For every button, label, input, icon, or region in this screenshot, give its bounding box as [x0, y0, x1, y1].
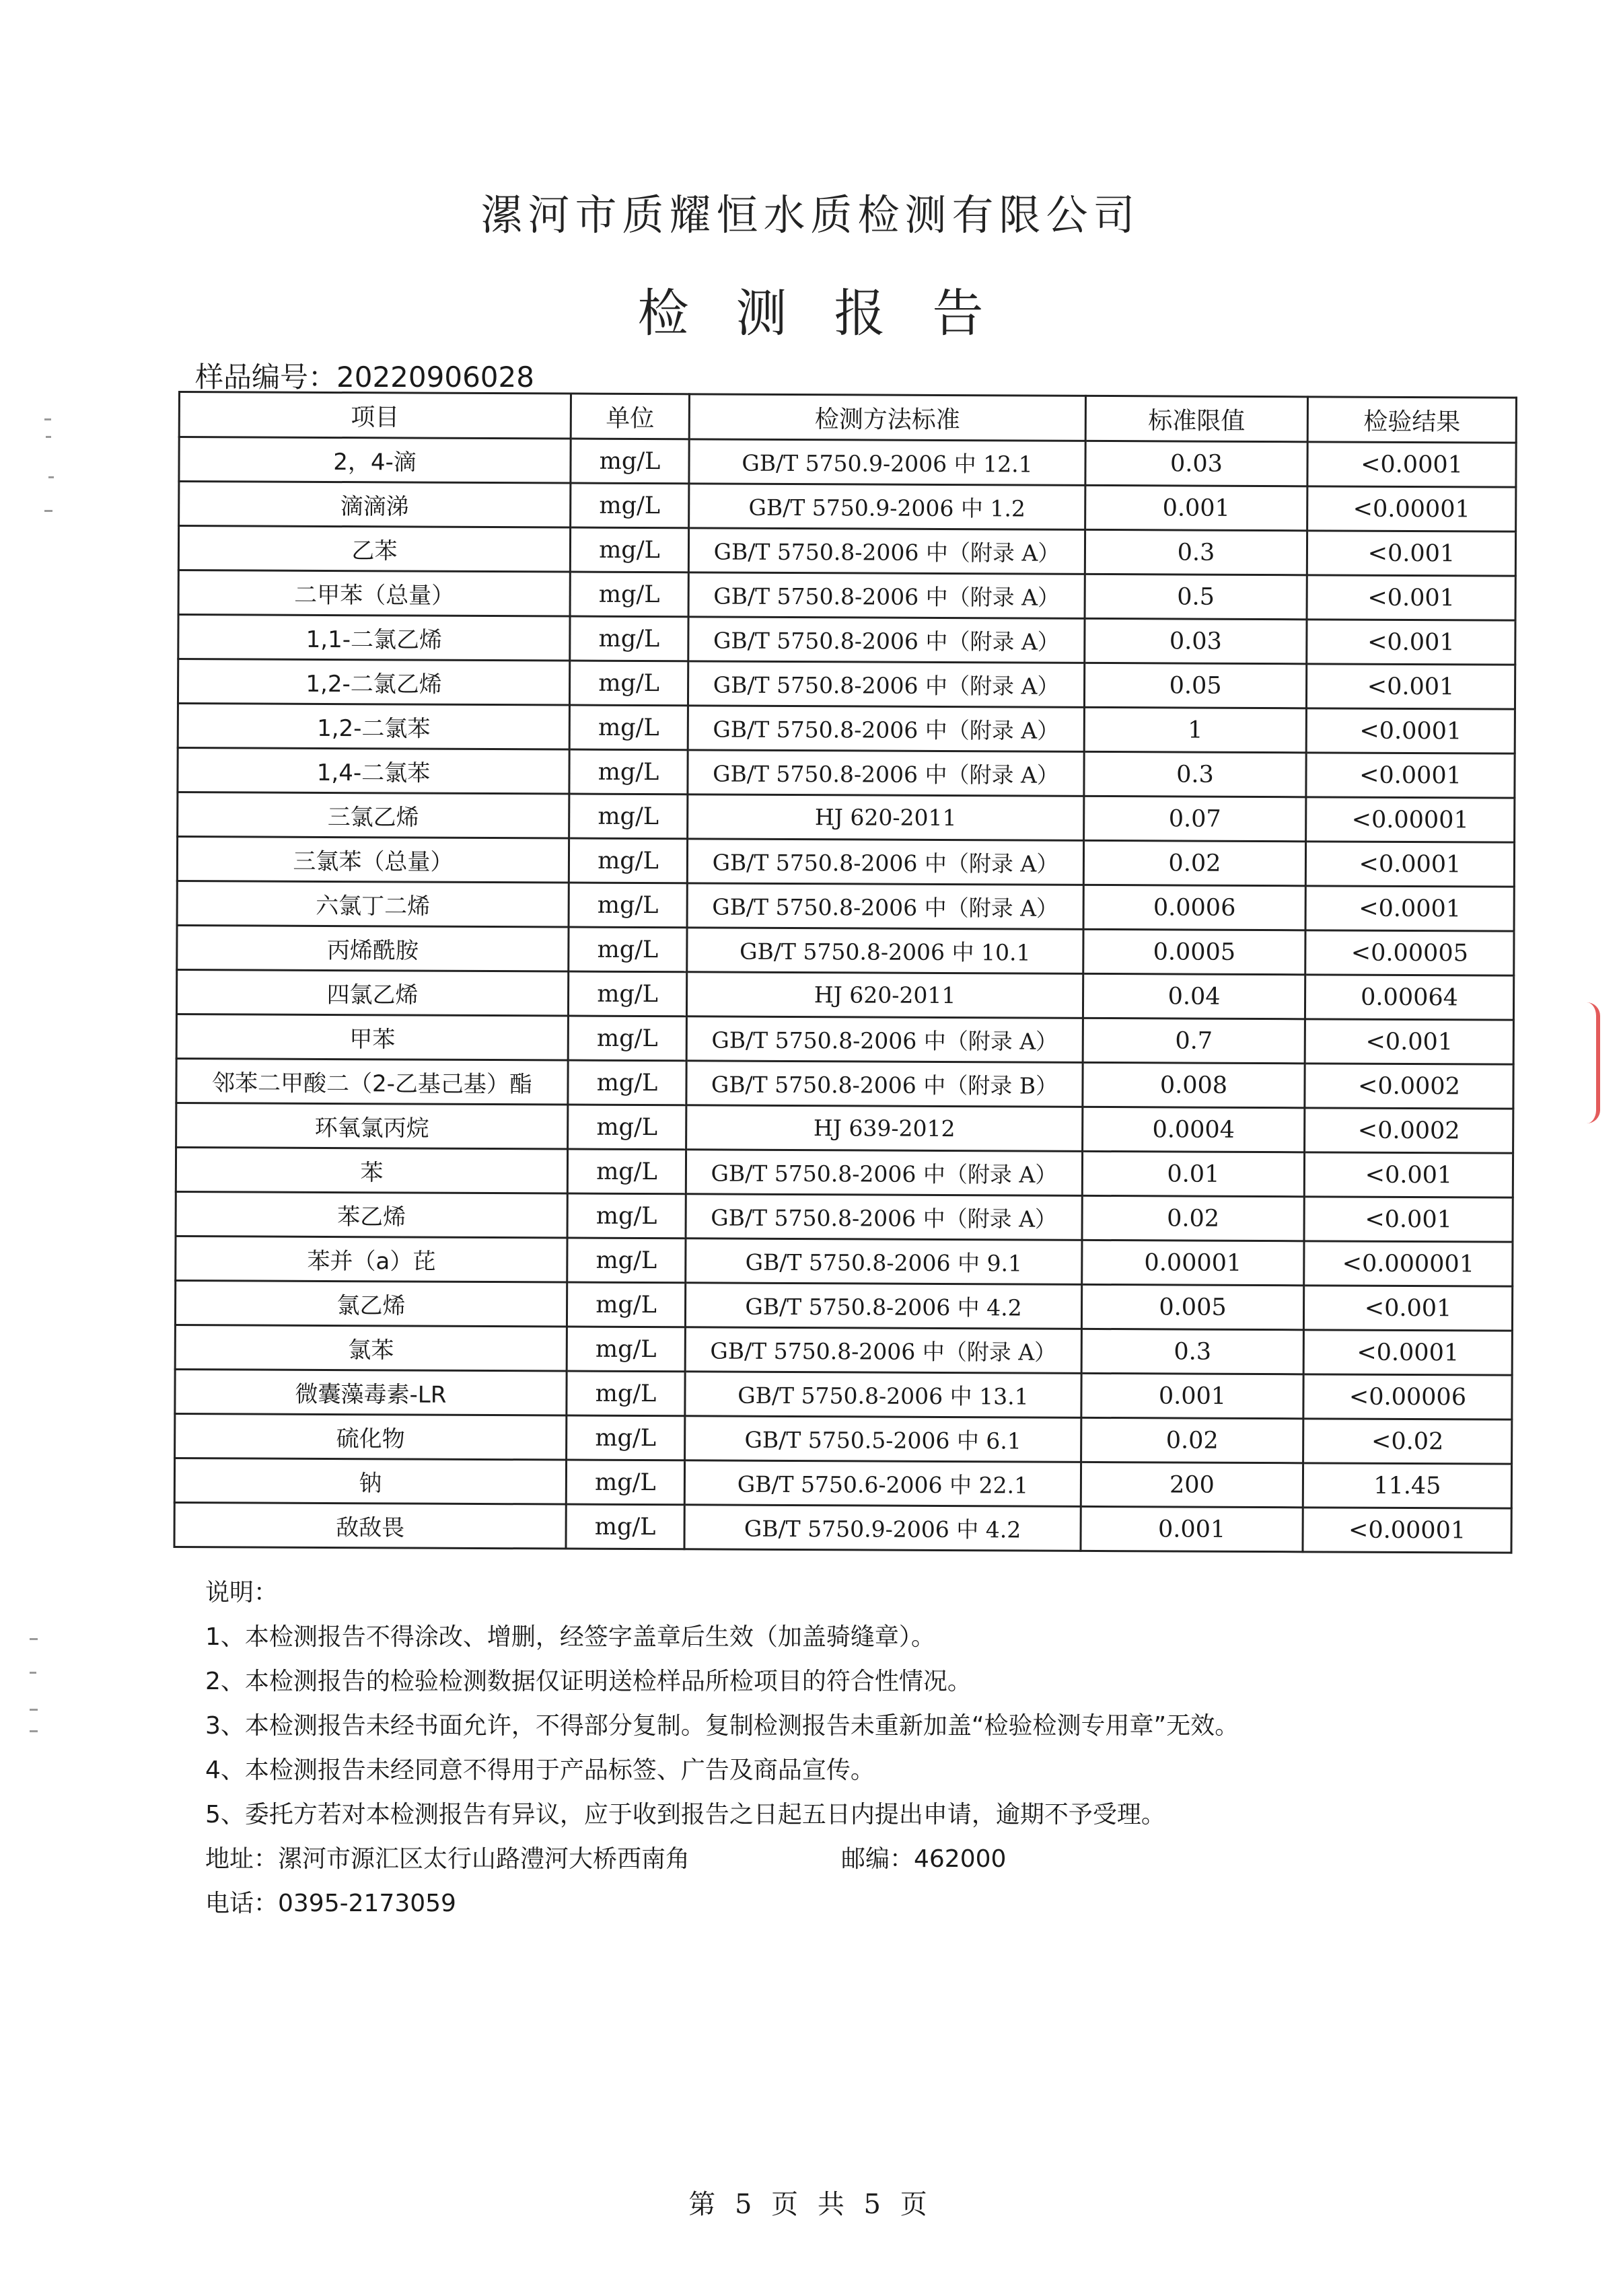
note-item: 4、本检测报告未经同意不得用于产品标签、广告及商品宣传。 — [205, 1756, 875, 1784]
column-header-limit: 标准限值 — [1085, 396, 1307, 441]
scan-mark — [46, 436, 51, 438]
item-cell: 三氯乙烯 — [178, 792, 569, 839]
table-row — [177, 925, 1514, 975]
method-cell: GB/T 5750.9-2006 中 12.1 — [689, 439, 1085, 486]
address-row — [205, 1837, 1239, 1882]
item-cell: 2，4-滴 — [179, 437, 571, 484]
limit-cell: 0.3 — [1084, 751, 1306, 797]
limit-cell: 0.04 — [1083, 973, 1305, 1019]
limit-cell: 0.02 — [1083, 840, 1305, 885]
unit-cell: mg/L — [569, 705, 688, 750]
method-cell: GB/T 5750.8-2006 中 13.1 — [685, 1372, 1081, 1418]
method-cell: HJ 620-2011 — [688, 794, 1084, 841]
company-name: 漯河市质耀恒水质检测有限公司 — [480, 190, 1141, 239]
limit-cell: 0.001 — [1085, 485, 1307, 530]
table-row — [175, 1413, 1512, 1464]
result-cell: <0.000001 — [1304, 1241, 1513, 1286]
notes-heading: 说明： — [205, 1579, 279, 1606]
limit-cell: 0.001 — [1081, 1506, 1303, 1551]
limit-cell: 0.01 — [1082, 1151, 1304, 1196]
table-row — [174, 1458, 1511, 1508]
limit-cell: 1 — [1084, 707, 1306, 752]
scan-mark — [48, 476, 54, 478]
table-row — [175, 1369, 1512, 1419]
method-cell: GB/T 5750.8-2006 中（附录 A） — [688, 706, 1084, 752]
page-footer: 第 5 页 共 5 页 — [688, 2189, 933, 2220]
item-cell: 三氯苯（总量） — [177, 837, 569, 883]
method-cell: GB/T 5750.8-2006 中（附录 A） — [688, 528, 1085, 575]
method-cell: GB/T 5750.8-2006 中（附录 A） — [688, 661, 1084, 708]
table-row — [178, 615, 1515, 665]
method-cell: GB/T 5750.8-2006 中（附录 A） — [688, 617, 1085, 663]
limit-cell: 0.03 — [1085, 441, 1307, 486]
result-cell: 11.45 — [1303, 1463, 1511, 1508]
result-cell: <0.001 — [1304, 1152, 1513, 1197]
sample-number-value: 20220906028 — [336, 361, 534, 394]
unit-cell: mg/L — [570, 572, 688, 617]
result-cell: <0.001 — [1307, 531, 1515, 576]
limit-cell: 0.0004 — [1083, 1107, 1305, 1152]
result-cell: <0.0002 — [1305, 1064, 1513, 1109]
method-cell: GB/T 5750.8-2006 中 10.1 — [687, 928, 1083, 974]
result-cell: <0.001 — [1307, 575, 1515, 620]
table-row — [174, 1502, 1511, 1553]
table-row — [177, 881, 1514, 931]
result-cell: <0.0001 — [1303, 1330, 1512, 1375]
table-row — [178, 526, 1515, 577]
result-cell: <0.001 — [1306, 664, 1515, 709]
limit-cell: 0.0005 — [1083, 929, 1305, 974]
table-header-row — [179, 392, 1516, 443]
note-item: 5、委托方若对本检测报告有异议，应于收到报告之日起五日内提出申请，逾期不予受理。 — [205, 1801, 1165, 1828]
method-cell: HJ 620-2011 — [686, 972, 1083, 1019]
item-cell: 乙苯 — [178, 526, 570, 572]
table-row — [176, 1191, 1513, 1242]
method-cell: GB/T 5750.6-2006 中 22.1 — [684, 1460, 1081, 1507]
unit-cell: mg/L — [570, 527, 688, 572]
scan-mark — [30, 1638, 38, 1640]
item-cell: 二甲苯（总量） — [178, 570, 570, 617]
method-cell: GB/T 5750.8-2006 中（附录 A） — [686, 1194, 1082, 1240]
result-cell: <0.0001 — [1307, 442, 1516, 487]
method-cell: GB/T 5750.5-2006 中 6.1 — [685, 1416, 1081, 1462]
limit-cell: 0.3 — [1081, 1329, 1303, 1374]
table-row — [175, 1280, 1512, 1331]
table-row — [178, 570, 1515, 621]
unit-cell: mg/L — [567, 1238, 686, 1283]
item-cell: 微囊藻毒素-LR — [175, 1369, 567, 1415]
result-cell: <0.02 — [1303, 1419, 1512, 1464]
seal-edge — [1587, 1002, 1600, 1123]
results-table — [173, 391, 1517, 1554]
limit-cell: 0.7 — [1083, 1018, 1305, 1063]
method-cell: GB/T 5750.8-2006 中 4.2 — [685, 1283, 1081, 1329]
note-item: 2、本检测报告的检验检测数据仅证明送检样品所检项目的符合性情况。 — [205, 1668, 972, 1695]
table-row — [177, 837, 1514, 887]
result-cell: <0.00001 — [1307, 486, 1516, 531]
scan-mark — [30, 1730, 38, 1732]
item-cell: 苯乙烯 — [176, 1191, 567, 1238]
result-cell: <0.001 — [1303, 1286, 1512, 1331]
unit-cell: mg/L — [569, 883, 687, 928]
unit-cell: mg/L — [570, 616, 688, 661]
limit-cell: 0.008 — [1083, 1062, 1305, 1107]
item-cell: 滴滴涕 — [179, 482, 571, 528]
table-row — [178, 659, 1515, 710]
item-cell: 四氯乙烯 — [176, 969, 568, 1016]
unit-cell: mg/L — [566, 1460, 684, 1505]
table-row — [178, 792, 1515, 843]
result-cell: <0.0001 — [1305, 842, 1514, 887]
table-row — [176, 1014, 1513, 1064]
method-cell: GB/T 5750.9-2006 中 1.2 — [689, 484, 1085, 530]
table-row — [176, 969, 1513, 1020]
unit-cell: mg/L — [567, 1149, 686, 1194]
unit-cell: mg/L — [569, 661, 688, 706]
unit-cell: mg/L — [569, 838, 687, 883]
limit-cell: 0.02 — [1081, 1417, 1303, 1462]
scan-mark — [44, 418, 51, 420]
unit-cell: mg/L — [568, 1105, 686, 1150]
scan-mark — [30, 1672, 36, 1674]
result-cell: <0.00006 — [1303, 1374, 1512, 1419]
limit-cell: 0.03 — [1085, 618, 1307, 663]
sample-number-line — [195, 355, 534, 396]
note-item: 1、本检测报告不得涂改、增删，经签字盖章后生效（加盖骑缝章）。 — [205, 1623, 935, 1651]
item-cell: 硫化物 — [175, 1413, 567, 1460]
limit-cell: 0.005 — [1081, 1284, 1303, 1329]
limit-cell: 0.5 — [1085, 574, 1307, 619]
table-row — [179, 482, 1516, 532]
method-cell: GB/T 5750.8-2006 中（附录 A） — [686, 1016, 1083, 1063]
table-row — [178, 704, 1515, 754]
result-cell: <0.00005 — [1305, 930, 1514, 975]
limit-cell: 0.02 — [1082, 1195, 1304, 1240]
table-row — [175, 1325, 1512, 1375]
unit-cell: mg/L — [568, 971, 686, 1016]
limit-cell: 0.3 — [1085, 529, 1307, 575]
result-cell: <0.001 — [1305, 1019, 1513, 1064]
sample-number-label: 样品编号： — [195, 361, 337, 394]
item-cell: 环氧氯丙烷 — [176, 1103, 568, 1149]
unit-cell: mg/L — [567, 1327, 685, 1372]
item-cell: 苯 — [176, 1147, 567, 1193]
table-row — [178, 748, 1515, 799]
item-cell: 甲苯 — [176, 1014, 568, 1060]
method-cell: GB/T 5750.8-2006 中（附录 A） — [687, 883, 1083, 930]
result-cell: <0.0001 — [1306, 753, 1515, 798]
result-cell: <0.0002 — [1305, 1108, 1513, 1153]
table-row — [179, 437, 1516, 488]
unit-cell: mg/L — [571, 483, 689, 528]
phone: 电话：0395-2173059 — [205, 1890, 456, 1917]
scan-mark — [30, 1709, 38, 1711]
result-cell: <0.0001 — [1306, 708, 1515, 753]
table-body — [174, 437, 1516, 1553]
result-cell: <0.00001 — [1303, 1508, 1511, 1553]
item-cell: 1,2-二氯苯 — [178, 704, 569, 750]
postcode: 邮编：462000 — [841, 1845, 1007, 1873]
method-cell: GB/T 5750.8-2006 中（附录 A） — [688, 750, 1084, 797]
unit-cell: mg/L — [568, 1060, 686, 1105]
column-header-item: 项目 — [179, 392, 571, 439]
result-cell: <0.00001 — [1306, 797, 1515, 842]
method-cell: GB/T 5750.8-2006 中（附录 B） — [686, 1061, 1083, 1107]
report-title: 检测报告 — [637, 283, 1031, 343]
item-cell: 六氯丁二烯 — [177, 881, 569, 927]
result-cell: <0.0001 — [1305, 886, 1514, 931]
method-cell: GB/T 5750.8-2006 中（附录 A） — [687, 839, 1083, 885]
unit-cell: mg/L — [567, 1371, 685, 1416]
method-cell: GB/T 5750.8-2006 中 9.1 — [686, 1238, 1082, 1285]
method-cell: GB/T 5750.8-2006 中（附录 A） — [688, 572, 1085, 619]
notes-section — [205, 1571, 1239, 1926]
limit-cell: 0.0006 — [1083, 885, 1305, 930]
unit-cell: mg/L — [567, 1415, 685, 1460]
column-header-result: 检验结果 — [1307, 397, 1516, 443]
item-cell: 邻苯二甲酸二（2-乙基己基）酯 — [176, 1058, 568, 1105]
item-cell: 1,1-二氯乙烯 — [178, 615, 570, 661]
limit-cell: 0.05 — [1084, 663, 1306, 708]
item-cell: 1,4-二氯苯 — [178, 748, 569, 794]
limit-cell: 0.001 — [1081, 1373, 1303, 1418]
item-cell: 氯乙烯 — [175, 1280, 567, 1327]
unit-cell: mg/L — [569, 927, 687, 972]
limit-cell: 200 — [1081, 1462, 1303, 1507]
limit-cell: 0.00001 — [1082, 1240, 1304, 1285]
item-cell: 1,2-二氯乙烯 — [178, 659, 569, 706]
item-cell: 钠 — [174, 1458, 566, 1504]
result-cell: <0.001 — [1307, 620, 1515, 665]
limit-cell: 0.07 — [1084, 796, 1306, 841]
address: 地址：漯河市源汇区太行山路澧河大桥西南角 — [205, 1845, 690, 1873]
item-cell: 苯并（a）芘 — [176, 1236, 567, 1282]
result-cell: <0.001 — [1304, 1197, 1513, 1242]
unit-cell: mg/L — [569, 749, 688, 794]
table-row — [176, 1103, 1513, 1153]
method-cell: GB/T 5750.9-2006 中 4.2 — [684, 1505, 1081, 1551]
column-header-method: 检测方法标准 — [689, 394, 1085, 441]
unit-cell: mg/L — [568, 1016, 686, 1061]
result-cell: 0.00064 — [1305, 975, 1513, 1020]
table-row — [176, 1236, 1513, 1286]
note-item: 3、本检测报告未经书面允许，不得部分复制。复制检测报告未重新加盖“检验检测专用章”无效。 — [205, 1712, 1239, 1740]
method-cell: HJ 639-2012 — [686, 1105, 1083, 1152]
unit-cell: mg/L — [571, 439, 689, 484]
item-cell: 敌敌畏 — [174, 1502, 566, 1549]
unit-cell: mg/L — [567, 1282, 685, 1327]
column-header-unit: 单位 — [571, 394, 689, 439]
table-row — [176, 1058, 1513, 1109]
item-cell: 丙烯酰胺 — [177, 925, 569, 971]
item-cell: 氯苯 — [175, 1325, 567, 1371]
unit-cell: mg/L — [566, 1504, 684, 1549]
scan-mark — [44, 510, 52, 512]
table-row — [176, 1147, 1513, 1197]
method-cell: GB/T 5750.8-2006 中（附录 A） — [686, 1150, 1082, 1196]
method-cell: GB/T 5750.8-2006 中（附录 A） — [685, 1327, 1081, 1374]
unit-cell: mg/L — [567, 1193, 686, 1238]
unit-cell: mg/L — [569, 794, 688, 839]
